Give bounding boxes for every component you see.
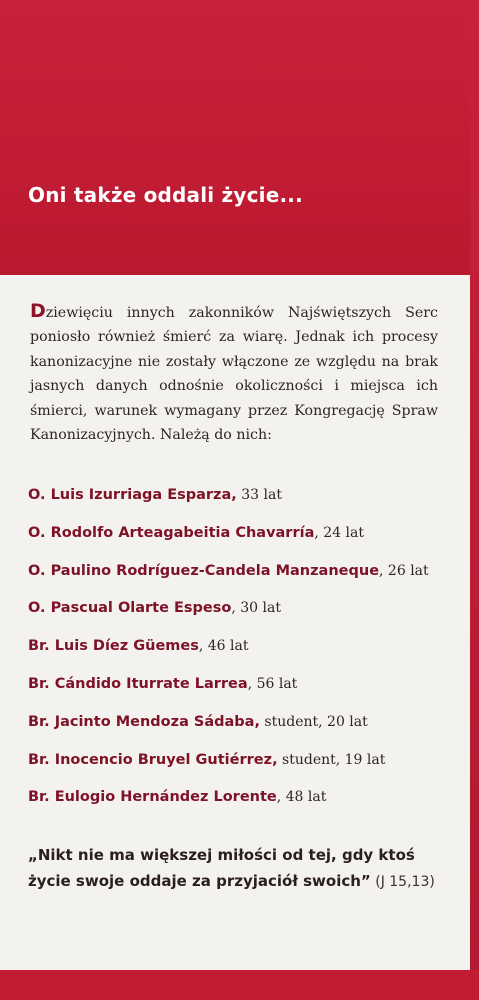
- martyr-detail: student, 20 lat: [259, 713, 368, 730]
- list-item: [28, 711, 458, 749]
- list-item: [28, 560, 458, 598]
- martyr-name: Br. Eulogio Hernández Lorente: [28, 789, 277, 806]
- footer-band: [0, 970, 479, 1000]
- intro-text: ziewięciu innych zakonników Najświętszych Serc poniosło również śmierć za wiarę. Jednak ich procesy kanonizacyjne nie zostały włączone ze względu na brak jasnych danych odnośnie okoliczności i miejsca ich śmierci, warunek wymagany przez Kongregację Spraw Kanonizacyjnych. Należą do nich:: [30, 305, 438, 444]
- red-spine: [470, 0, 479, 1000]
- martyr-name: Br. Luis Díez Güemes: [28, 638, 199, 655]
- martyr-detail: 33 lat: [236, 487, 282, 503]
- list-item: [28, 597, 458, 635]
- martyr-name: Br. Jacinto Mendoza Sádaba,: [28, 713, 260, 730]
- list-item: [28, 749, 458, 787]
- list-item: [28, 484, 458, 522]
- martyr-detail: , 26 lat: [379, 562, 429, 579]
- martyr-name: Br. Inocencio Bruyel Gutiérrez,: [28, 751, 278, 768]
- martyr-name: O. Luis Izurriaga Esparza,: [28, 487, 237, 503]
- martyr-detail: , 46 lat: [198, 638, 249, 655]
- quote-text: „Nikt nie ma większej miłości od tej, gdy ktoś życie swoje oddaje za przyjaciół swoich”: [28, 846, 415, 890]
- martyr-detail: , 56 lat: [247, 675, 298, 692]
- header-band: [0, 0, 479, 275]
- list-item: [28, 673, 458, 711]
- list-item: [28, 786, 458, 824]
- martyr-name: Br. Cándido Iturrate Larrea: [28, 675, 248, 692]
- martyr-detail: , 48 lat: [276, 789, 327, 806]
- quote-reference: (J 15,13): [370, 873, 435, 890]
- martyr-detail: , 24 lat: [314, 524, 364, 541]
- intro-paragraph: [30, 299, 438, 447]
- bible-quote: [28, 843, 448, 895]
- list-item: [28, 522, 458, 560]
- martyr-name: O. Pascual Olarte Espeso: [28, 600, 232, 617]
- page-title: Oni także oddali życie...: [28, 183, 303, 207]
- martyr-detail: , 30 lat: [231, 600, 281, 617]
- martyr-name: O. Paulino Rodríguez-Candela Manzaneque: [28, 562, 380, 579]
- martyr-detail: student, 19 lat: [277, 751, 386, 768]
- martyrs-list: [28, 484, 458, 824]
- list-item: [28, 635, 458, 673]
- martyr-name: O. Rodolfo Arteagabeitia Chavarría: [28, 524, 315, 541]
- dropcap-letter: D: [30, 300, 46, 322]
